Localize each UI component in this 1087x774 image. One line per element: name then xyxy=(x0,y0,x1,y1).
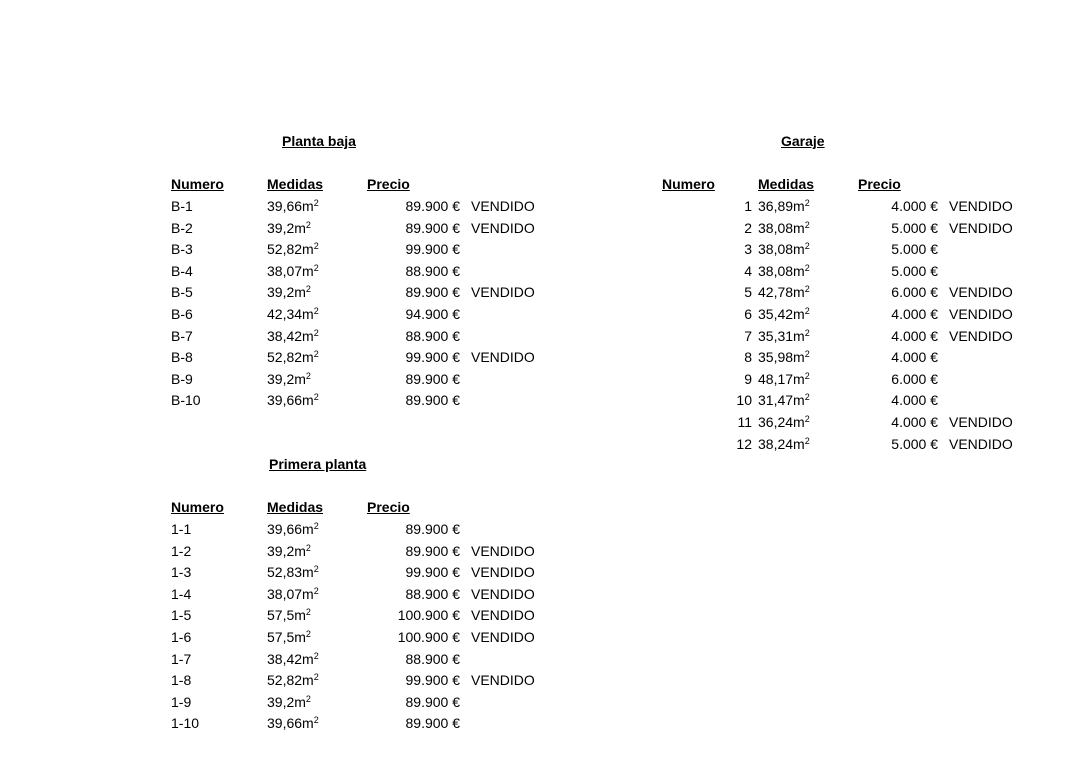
row-numero: 10 xyxy=(736,392,752,409)
row-precio: 89.900 € xyxy=(405,715,460,732)
row-medidas xyxy=(267,370,311,388)
medidas-value: 38,08m xyxy=(758,262,805,279)
row-numero: 1-8 xyxy=(171,672,192,689)
unit-superscript: 2 xyxy=(313,392,319,403)
row-medidas xyxy=(758,391,810,409)
header-medidas: Medidas xyxy=(758,176,815,192)
row-precio: 4.000 € xyxy=(891,392,938,409)
medidas-value: 39,2m xyxy=(267,284,306,301)
unit-superscript: 2 xyxy=(313,521,319,531)
unit-superscript: 2 xyxy=(804,435,810,446)
row-estado: VENDIDO xyxy=(471,219,535,236)
row-medidas xyxy=(267,391,319,409)
row-numero: B-4 xyxy=(171,262,193,279)
row-numero: 12 xyxy=(736,435,752,452)
row-numero: 8 xyxy=(744,349,752,366)
unit-superscript: 2 xyxy=(313,715,319,726)
row-precio: 88.900 € xyxy=(405,327,460,344)
row-medidas xyxy=(758,370,810,388)
row-precio: 4.000 € xyxy=(891,349,938,366)
row-numero: 7 xyxy=(744,327,752,344)
unit-superscript: 2 xyxy=(313,198,319,208)
medidas-value: 48,17m xyxy=(758,370,805,387)
medidas-value: 38,07m xyxy=(267,585,314,602)
unit-superscript: 2 xyxy=(305,629,311,639)
row-medidas xyxy=(267,563,319,581)
header-precio: Precio xyxy=(367,499,410,515)
header-precio: Precio xyxy=(858,176,901,192)
medidas-value: 39,2m xyxy=(267,370,306,387)
row-numero: 3 xyxy=(744,241,752,258)
medidas-value: 39,66m xyxy=(267,521,314,537)
unit-superscript: 2 xyxy=(305,542,311,553)
unit-superscript: 2 xyxy=(804,241,810,252)
row-numero: 9 xyxy=(744,370,752,387)
row-estado: VENDIDO xyxy=(949,306,1013,322)
medidas-value: 31,47m xyxy=(758,392,805,409)
row-precio: 89.900 € xyxy=(405,542,460,559)
row-medidas xyxy=(267,693,311,711)
row-estado: VENDIDO xyxy=(471,542,535,559)
row-numero: 1-3 xyxy=(171,564,192,581)
medidas-value: 38,24m xyxy=(758,435,805,452)
row-precio: 89.900 € xyxy=(405,693,460,710)
unit-superscript: 2 xyxy=(804,392,810,403)
unit-superscript: 2 xyxy=(313,327,319,338)
medidas-value: 39,2m xyxy=(267,693,306,710)
row-precio: 99.900 € xyxy=(405,241,460,258)
row-precio: 89.900 € xyxy=(405,219,460,236)
medidas-value: 42,78m xyxy=(758,284,805,301)
row-precio: 88.900 € xyxy=(405,650,460,667)
row-numero: B-1 xyxy=(171,198,193,214)
row-medidas xyxy=(758,305,810,323)
row-medidas xyxy=(267,240,319,258)
row-precio: 5.000 € xyxy=(891,435,938,452)
row-medidas xyxy=(267,628,311,646)
medidas-value: 39,66m xyxy=(267,715,314,732)
header-numero: Numero xyxy=(171,499,224,515)
row-medidas xyxy=(267,606,311,624)
medidas-value: 35,42m xyxy=(758,306,805,322)
unit-superscript: 2 xyxy=(804,198,810,208)
row-estado: VENDIDO xyxy=(949,284,1013,301)
row-precio: 88.900 € xyxy=(405,585,460,602)
row-precio: 89.900 € xyxy=(405,392,460,409)
unit-superscript: 2 xyxy=(305,370,311,381)
row-precio: 99.900 € xyxy=(405,672,460,689)
row-numero: B-8 xyxy=(171,349,193,366)
unit-superscript: 2 xyxy=(804,327,810,338)
row-precio: 100.900 € xyxy=(397,629,460,645)
row-precio: 89.900 € xyxy=(405,370,460,387)
row-medidas xyxy=(267,348,319,366)
row-numero: 1-1 xyxy=(171,521,192,537)
row-numero: B-9 xyxy=(171,370,193,387)
row-estado: VENDIDO xyxy=(471,607,535,624)
unit-superscript: 2 xyxy=(313,585,319,596)
row-medidas xyxy=(758,348,810,366)
row-precio: 6.000 € xyxy=(891,284,938,301)
unit-superscript: 2 xyxy=(804,284,810,295)
row-precio: 5.000 € xyxy=(891,262,938,279)
medidas-value: 38,42m xyxy=(267,327,314,344)
planta-baja-title: Planta baja xyxy=(282,133,356,149)
row-estado: VENDIDO xyxy=(471,672,535,689)
row-precio: 89.900 € xyxy=(405,521,460,537)
row-precio: 99.900 € xyxy=(405,349,460,366)
unit-superscript: 2 xyxy=(305,693,311,704)
medidas-value: 39,2m xyxy=(267,542,306,559)
row-numero: 1-7 xyxy=(171,650,192,667)
medidas-value: 38,42m xyxy=(267,650,314,667)
row-estado: VENDIDO xyxy=(471,349,535,366)
row-numero: 2 xyxy=(744,219,752,236)
unit-superscript: 2 xyxy=(313,306,319,316)
medidas-value: 52,83m xyxy=(267,564,314,581)
medidas-value: 36,89m xyxy=(758,198,805,214)
row-precio: 89.900 € xyxy=(405,198,460,214)
row-numero: B-10 xyxy=(171,392,201,409)
medidas-value: 39,66m xyxy=(267,392,314,409)
row-medidas xyxy=(758,219,810,237)
medidas-value: 57,5m xyxy=(267,607,306,624)
row-precio: 88.900 € xyxy=(405,262,460,279)
row-medidas xyxy=(758,197,810,215)
row-precio: 5.000 € xyxy=(891,219,938,236)
medidas-value: 52,82m xyxy=(267,241,314,258)
unit-superscript: 2 xyxy=(313,650,319,661)
row-medidas xyxy=(267,305,319,323)
row-precio: 89.900 € xyxy=(405,284,460,301)
medidas-value: 38,08m xyxy=(758,241,805,258)
row-estado: VENDIDO xyxy=(949,198,1013,214)
medidas-value: 39,2m xyxy=(267,219,306,236)
row-estado: VENDIDO xyxy=(949,327,1013,344)
unit-superscript: 2 xyxy=(313,564,319,575)
medidas-value: 57,5m xyxy=(267,629,306,645)
unit-superscript: 2 xyxy=(804,370,810,381)
row-numero: B-3 xyxy=(171,241,193,258)
row-numero: 1-4 xyxy=(171,585,192,602)
row-medidas xyxy=(758,240,810,258)
medidas-value: 42,34m xyxy=(267,306,314,322)
unit-superscript: 2 xyxy=(313,241,319,252)
unit-superscript: 2 xyxy=(804,349,810,360)
medidas-value: 38,08m xyxy=(758,219,805,236)
row-numero: 1-2 xyxy=(171,542,192,559)
row-medidas xyxy=(267,671,319,689)
row-precio: 4.000 € xyxy=(891,414,938,430)
row-numero: 1-6 xyxy=(171,629,192,645)
row-estado: VENDIDO xyxy=(471,585,535,602)
row-medidas xyxy=(267,714,319,732)
row-medidas xyxy=(758,435,810,453)
unit-superscript: 2 xyxy=(804,414,810,424)
row-medidas xyxy=(267,520,319,538)
row-medidas xyxy=(267,283,311,301)
row-estado: VENDIDO xyxy=(949,435,1013,452)
primera-planta-title: Primera planta xyxy=(269,456,367,472)
medidas-value: 39,66m xyxy=(267,198,314,214)
row-medidas xyxy=(267,585,319,603)
row-medidas xyxy=(267,650,319,668)
unit-superscript: 2 xyxy=(804,306,810,316)
row-medidas xyxy=(758,413,810,431)
row-precio: 99.900 € xyxy=(405,564,460,581)
header-precio: Precio xyxy=(367,176,410,192)
row-numero: B-2 xyxy=(171,219,193,236)
row-numero: B-5 xyxy=(171,284,193,301)
row-numero: 4 xyxy=(744,262,752,279)
medidas-value: 35,31m xyxy=(758,327,805,344)
row-estado: VENDIDO xyxy=(471,284,535,301)
row-medidas xyxy=(267,197,319,215)
row-estado: VENDIDO xyxy=(949,219,1013,236)
row-precio: 94.900 € xyxy=(405,306,460,322)
row-numero: 5 xyxy=(744,284,752,301)
unit-superscript: 2 xyxy=(804,262,810,273)
row-numero: 11 xyxy=(737,414,752,430)
row-medidas xyxy=(267,262,319,280)
row-medidas xyxy=(758,283,810,301)
row-numero: 1 xyxy=(744,198,752,214)
row-precio: 4.000 € xyxy=(891,306,938,322)
row-numero: 1-9 xyxy=(171,693,192,710)
medidas-value: 36,24m xyxy=(758,414,805,430)
row-medidas xyxy=(267,542,311,560)
row-precio: 100.900 € xyxy=(397,607,460,624)
garaje-title: Garaje xyxy=(781,133,825,149)
medidas-value: 38,07m xyxy=(267,262,314,279)
row-precio: 5.000 € xyxy=(891,241,938,258)
row-medidas xyxy=(267,219,311,237)
row-numero: 1-10 xyxy=(171,715,200,732)
unit-superscript: 2 xyxy=(305,607,311,618)
row-estado: VENDIDO xyxy=(471,198,535,214)
row-precio: 4.000 € xyxy=(891,327,938,344)
unit-superscript: 2 xyxy=(305,284,311,295)
unit-superscript: 2 xyxy=(313,672,319,683)
header-numero: Numero xyxy=(171,176,224,192)
header-medidas: Medidas xyxy=(267,499,324,515)
medidas-value: 52,82m xyxy=(267,672,314,689)
row-precio: 6.000 € xyxy=(891,370,938,387)
row-numero: B-7 xyxy=(171,327,193,344)
medidas-value: 35,98m xyxy=(758,349,805,366)
unit-superscript: 2 xyxy=(305,219,311,230)
row-numero: B-6 xyxy=(171,306,193,322)
row-numero: 6 xyxy=(744,306,752,322)
unit-superscript: 2 xyxy=(804,219,810,230)
row-numero: 1-5 xyxy=(171,607,192,624)
row-precio: 4.000 € xyxy=(891,198,938,214)
medidas-value: 52,82m xyxy=(267,349,314,366)
header-medidas: Medidas xyxy=(267,176,324,192)
row-estado: VENDIDO xyxy=(471,629,535,645)
row-medidas xyxy=(267,327,319,345)
row-medidas xyxy=(758,262,810,280)
header-numero: Numero xyxy=(662,176,715,192)
row-estado: VENDIDO xyxy=(949,414,1013,430)
unit-superscript: 2 xyxy=(313,349,319,360)
row-estado: VENDIDO xyxy=(471,564,535,581)
unit-superscript: 2 xyxy=(313,262,319,273)
row-medidas xyxy=(758,327,810,345)
